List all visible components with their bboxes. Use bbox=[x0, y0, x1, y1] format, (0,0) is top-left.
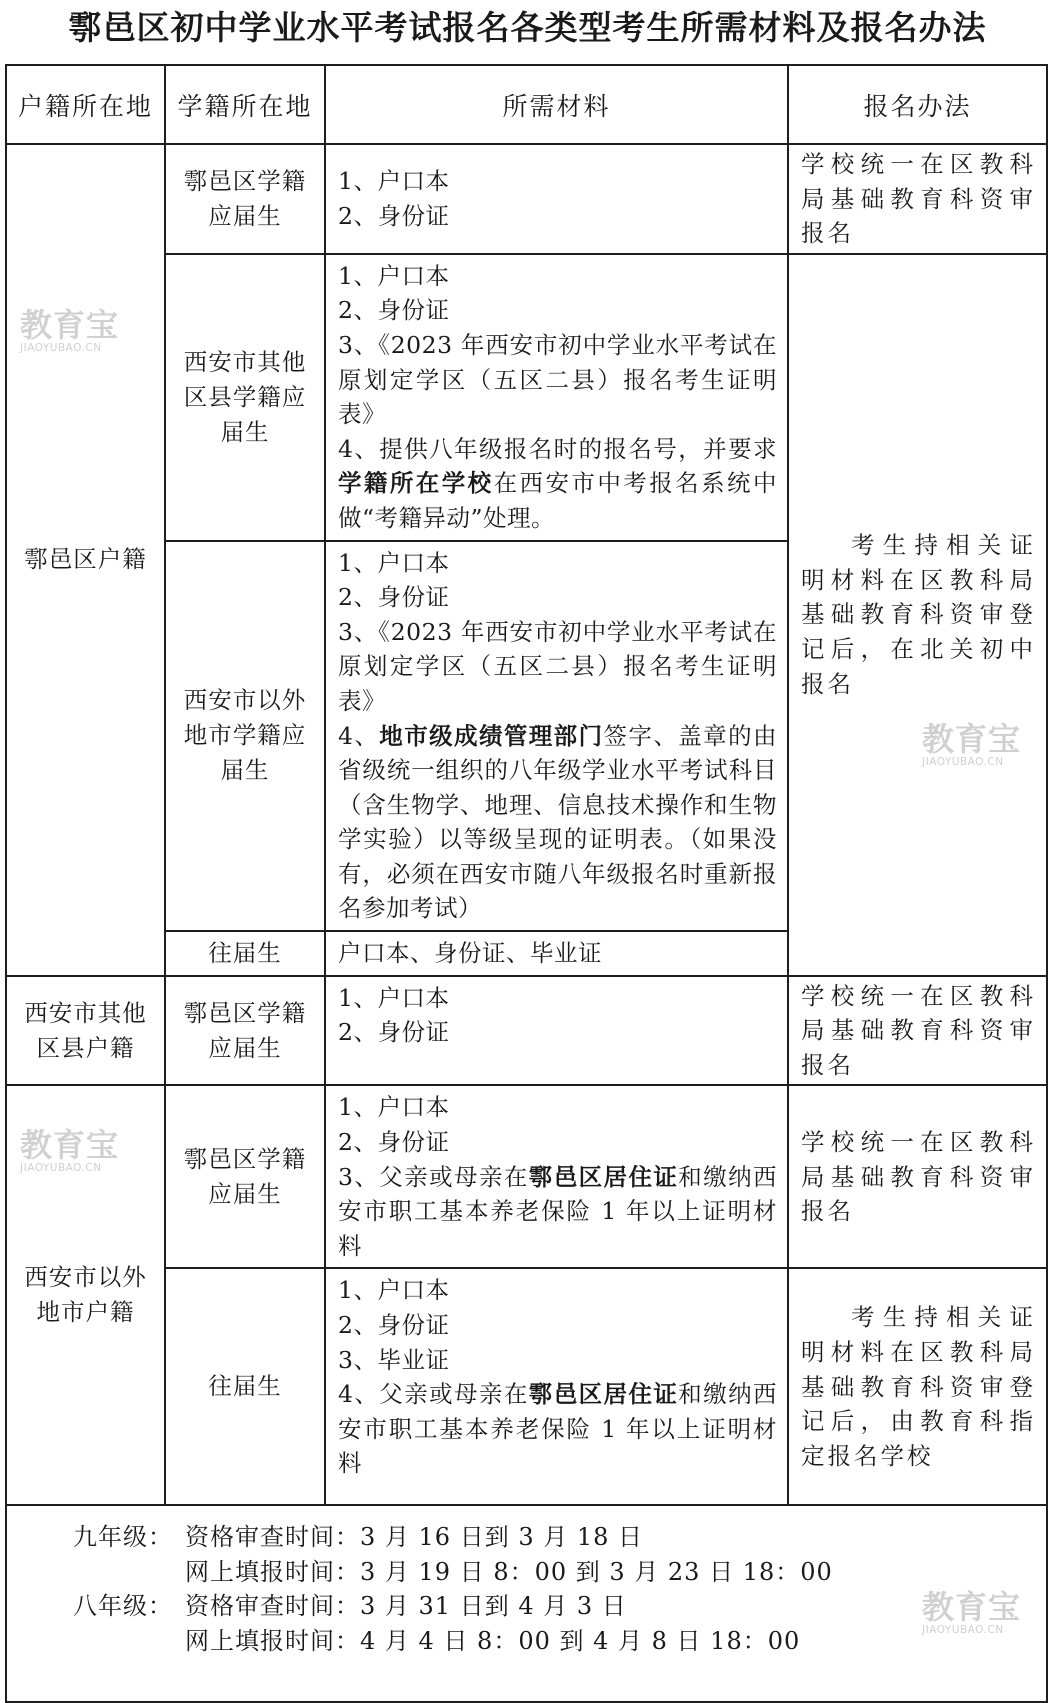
material-text: 4、 bbox=[338, 721, 380, 750]
grade8-label: 八年级： bbox=[73, 1592, 173, 1621]
schedule-row bbox=[6, 1505, 1047, 1702]
watermark-logo: 教育宝 JIAOYUBAO.CN bbox=[20, 1126, 120, 1174]
method-cell: 学校统一在区教科局基础教育科资审报名 bbox=[788, 144, 1047, 254]
method-cell: 学校统一在区教科局基础教育科资审报名 bbox=[788, 976, 1047, 1086]
registration-table bbox=[5, 64, 1048, 1703]
page-title: 鄠邑区初中学业水平考试报名各类型考生所需材料及报名办法 bbox=[68, 8, 987, 47]
header-hukou: 户籍所在地 bbox=[6, 65, 165, 144]
material-item: 1、户口本 bbox=[338, 983, 450, 1012]
school-cell: 鄠邑区学籍应届生 bbox=[165, 976, 325, 1086]
school-cell: 往届生 bbox=[165, 1268, 325, 1505]
material-item: 1、户口本 bbox=[338, 1276, 450, 1305]
material-item bbox=[338, 1377, 777, 1481]
method-text: 考生持相关证明材料在区教科局基础教育科资审登记后，由教育科指定报名学校 bbox=[801, 1303, 1036, 1470]
schedule-line bbox=[73, 1520, 1046, 1555]
material-item bbox=[338, 1160, 777, 1264]
schedule-line bbox=[73, 1589, 1046, 1624]
material-item: 3、《2023 年西安市初中学业水平考试在原划定学区（五区二县）报名考生证明表》 bbox=[338, 330, 777, 429]
materials-cell bbox=[325, 144, 788, 254]
school-cell: 鄠邑区学籍应届生 bbox=[165, 144, 325, 254]
school-cell: 西安市其他区县学籍应届生 bbox=[165, 254, 325, 541]
table-row bbox=[6, 144, 1047, 254]
material-item: 2、身份证 bbox=[338, 1018, 450, 1047]
grade8-review: 资格审查时间：3 月 31 日到 4 月 3 日 bbox=[185, 1592, 627, 1621]
material-text: 4、提供八年级报名时的报名号，并要求 bbox=[338, 434, 777, 463]
material-emphasis: 鄠邑区居住证 bbox=[528, 1162, 679, 1191]
material-text: 和缴纳西安市职工基本养老保险 1 年以上证明材料 bbox=[338, 1380, 778, 1478]
material-emphasis: 地市级成绩管理部门 bbox=[379, 721, 604, 750]
schedule-line bbox=[73, 1555, 1046, 1590]
material-item: 户口本、身份证、毕业证 bbox=[338, 939, 602, 968]
hukou-cell: 西安市其他区县户籍 bbox=[6, 976, 165, 1086]
watermark-logo: 教育宝 JIAOYUBAO.CN bbox=[922, 720, 1022, 768]
hukou-cell: 西安市以外地市户籍 bbox=[6, 1085, 165, 1505]
material-item bbox=[338, 432, 777, 536]
school-cell: 西安市以外地市学籍应届生 bbox=[165, 541, 325, 932]
materials-cell bbox=[325, 1268, 788, 1505]
material-emphasis: 学籍所在学校 bbox=[338, 469, 494, 498]
watermark-logo: 教育宝 JIAOYUBAO.CN bbox=[922, 1588, 1022, 1636]
material-item bbox=[338, 719, 777, 927]
grade8-online: 网上填报时间：4 月 4 日 8：00 到 4 月 8 日 18：00 bbox=[185, 1626, 801, 1655]
materials-cell bbox=[325, 931, 788, 976]
material-item: 2、身份证 bbox=[338, 201, 450, 230]
schedule-cell bbox=[6, 1505, 1047, 1702]
table-row bbox=[6, 1085, 1047, 1268]
material-emphasis: 鄠邑区居住证 bbox=[528, 1380, 679, 1409]
material-item: 2、身份证 bbox=[338, 1311, 450, 1339]
table-header-row bbox=[6, 65, 1047, 144]
table-row bbox=[6, 976, 1047, 1086]
grade9-label: 九年级： bbox=[73, 1523, 173, 1552]
school-cell: 往届生 bbox=[165, 931, 325, 976]
material-text: 和缴纳西安市职工基本养老保险 1 年以上证明材料 bbox=[338, 1162, 778, 1260]
materials-cell bbox=[325, 976, 788, 1086]
material-text: 在西安市中考报名系统中做“考籍异动”处理。 bbox=[338, 469, 777, 532]
header-school: 学籍所在地 bbox=[165, 65, 325, 144]
hukou-cell: 鄠邑区户籍 bbox=[6, 144, 165, 976]
school-cell: 鄠邑区学籍应届生 bbox=[165, 1085, 325, 1268]
method-cell bbox=[788, 1268, 1047, 1505]
grade9-online: 网上填报时间：3 月 19 日 8：00 到 3 月 23 日 18：00 bbox=[185, 1557, 833, 1586]
method-cell: 学校统一在区教科局基础教育科资审报名 bbox=[788, 1085, 1047, 1268]
schedule-line bbox=[73, 1624, 1046, 1659]
method-cell-shared bbox=[788, 254, 1047, 976]
grade9-review: 资格审查时间：3 月 16 日到 3 月 18 日 bbox=[185, 1523, 644, 1552]
materials-cell bbox=[325, 254, 788, 541]
material-item: 3、毕业证 bbox=[338, 1345, 450, 1374]
material-item: 3、《2023 年西安市初中学业水平考试在原划定学区（五区二县）报名考生证明表》 bbox=[338, 617, 777, 715]
material-item: 1、户口本 bbox=[338, 167, 450, 196]
material-item: 2、身份证 bbox=[338, 583, 450, 612]
material-text: 3、父亲或母亲在 bbox=[338, 1162, 529, 1191]
material-text: 4、父亲或母亲在 bbox=[338, 1380, 529, 1409]
material-item: 1、户口本 bbox=[338, 1093, 450, 1122]
material-item: 2、身份证 bbox=[338, 1128, 450, 1157]
material-text: 签字、盖章的由省级统一组织的八年级学业水平考试科目（含生物学、地理、信息技术操作和生物学实验）以等级呈现的证明表。（如果没有，必须在西安市随八年级报名时重新报名参加考试） bbox=[338, 721, 778, 923]
header-method: 报名办法 bbox=[788, 65, 1047, 144]
method-text: 考生持相关证明材料在区教科局基础教育科资审登记后，在北关初中报名 bbox=[801, 531, 1036, 698]
header-materials: 所需材料 bbox=[325, 65, 788, 144]
material-item: 2、身份证 bbox=[338, 296, 450, 325]
material-item: 1、户口本 bbox=[338, 261, 450, 290]
materials-cell bbox=[325, 1085, 788, 1268]
watermark-logo: 教育宝 JIAOYUBAO.CN bbox=[20, 306, 120, 354]
material-item: 1、户口本 bbox=[338, 548, 450, 577]
materials-cell bbox=[325, 541, 788, 932]
